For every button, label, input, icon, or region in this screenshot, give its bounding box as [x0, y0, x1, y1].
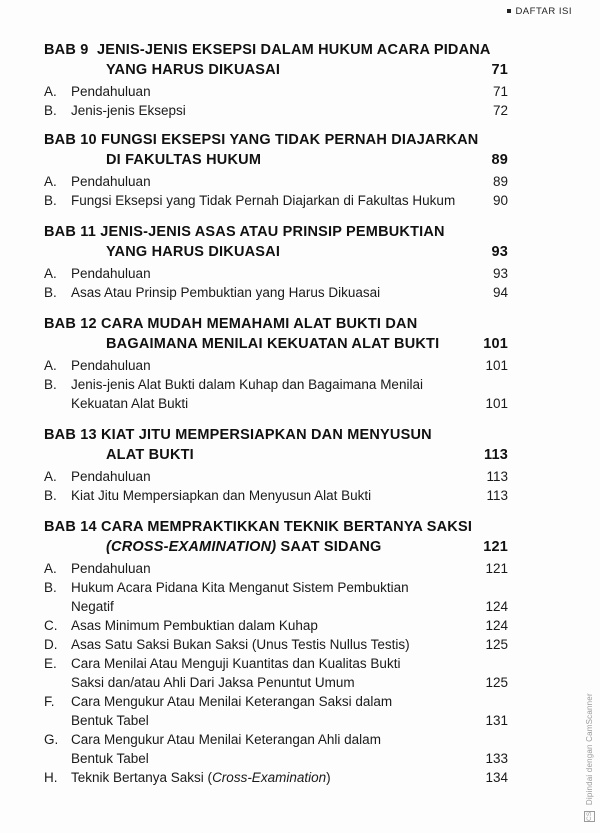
toc-entry: [44, 191, 508, 210]
entry-page-number: 72: [492, 103, 508, 118]
chapter-11: [44, 222, 508, 302]
entry-letter: B.: [44, 285, 57, 300]
toc-entry: [44, 768, 508, 787]
scanner-watermark-text: Dipindai dengan CamScanner: [585, 693, 594, 806]
entry-page-number: 125: [485, 637, 508, 652]
table-of-contents: [44, 40, 508, 787]
chapter-title-line1: KIAT JITU MEMPERSIAPKAN DAN MENYUSUN: [101, 427, 432, 443]
toc-entry: [44, 486, 508, 505]
chapter-page-number: 101: [483, 336, 508, 352]
toc-entry: [44, 635, 508, 654]
entry-page-number: 93: [492, 266, 508, 281]
chapter-title: [44, 425, 508, 465]
chapter-title-line2: ALAT BUKTI: [106, 447, 194, 463]
entry-letter: D.: [44, 637, 58, 652]
entry-text: Cara Mengukur Atau Menilai Keterangan Ahli dalam Bentuk Tabel: [71, 732, 381, 766]
entry-text-italic: Cross-Examination: [212, 770, 327, 785]
entry-letter: A.: [44, 266, 57, 281]
chapter-title: [44, 222, 508, 262]
entry-page-number: 90: [492, 193, 508, 208]
toc-entry: [44, 82, 508, 101]
toc-entry: [44, 172, 508, 191]
entry-page-number: 113: [486, 469, 508, 484]
chapter-title-line1: JENIS-JENIS ASAS ATAU PRINSIP PEMBUKTIAN: [100, 224, 445, 240]
entry-letter: B.: [44, 103, 57, 118]
chapter-page-number: 93: [491, 244, 508, 260]
entry-text: Asas Minimum Pembuktian dalam Kuhap: [71, 618, 318, 633]
entry-page-number: 113: [486, 488, 508, 503]
chapter-title-line1: JENIS-JENIS EKSEPSI DALAM HUKUM ACARA PIDANA: [96, 42, 491, 58]
running-title: DAFTAR ISI: [515, 6, 572, 17]
entry-text: Jenis-jenis Eksepsi: [71, 103, 186, 118]
entry-text: Pendahuluan: [71, 266, 151, 281]
bullet-icon: [507, 9, 511, 13]
entry-page-number: 94: [492, 285, 508, 300]
toc-entry: [44, 730, 508, 768]
entry-page-number: 101: [485, 358, 508, 373]
chapter-title: [44, 40, 508, 80]
entry-letter: A.: [44, 84, 57, 99]
chapter-title-rest: SAAT SIDANG: [276, 539, 382, 555]
chapter-title-line1: CARA MEMPRAKTIKKAN TEKNIK BERTANYA SAKSI: [101, 519, 473, 535]
entry-page-number: 131: [485, 713, 508, 728]
entry-page-number: 71: [492, 84, 508, 99]
chapter-number: BAB 14: [44, 519, 97, 535]
chapter-13: [44, 425, 508, 505]
entry-text: Jenis-jenis Alat Bukti dalam Kuhap dan Bagaimana Menilai Kekuatan Alat Bukti: [71, 377, 423, 411]
entry-text: Fungsi Eksepsi yang Tidak Pernah Diajarkan di Fakultas Hukum: [71, 193, 456, 208]
toc-entry: [44, 616, 508, 635]
chapter-title: [44, 130, 508, 170]
entry-page-number: 133: [485, 751, 508, 766]
chapter-14: [44, 517, 508, 787]
entry-letter: C.: [44, 618, 58, 633]
chapter-title: [44, 517, 508, 557]
entry-page-number: 125: [485, 675, 508, 690]
chapter-title-line2: YANG HARUS DIKUASAI: [106, 244, 281, 260]
toc-entry: [44, 356, 508, 375]
toc-entry: [44, 375, 508, 413]
chapter-title: [44, 314, 508, 354]
chapter-number: BAB 13: [44, 427, 97, 443]
entry-letter: B.: [44, 488, 57, 503]
toc-entry: [44, 467, 508, 486]
entry-letter: A.: [44, 174, 57, 189]
chapter-12: [44, 314, 508, 413]
chapter-page-number: 71: [491, 62, 508, 78]
entry-text: [71, 768, 508, 787]
entry-text: Pendahuluan: [71, 84, 151, 99]
chapter-number: BAB 12: [44, 316, 97, 332]
entry-text: Asas Atau Prinsip Pembuktian yang Harus Dikuasai: [71, 285, 381, 300]
entry-page-number: 124: [485, 599, 508, 614]
entry-text: Hukum Acara Pidana Kita Menganut Sistem Pembuktian Negatif: [71, 580, 409, 614]
running-header: [507, 6, 572, 17]
chapter-title-line2: YANG HARUS DIKUASAI: [106, 62, 281, 78]
toc-entry: [44, 578, 508, 616]
toc-entry: [44, 264, 508, 283]
toc-entry: [44, 101, 508, 120]
entry-letter: B.: [44, 377, 57, 392]
chapter-title-line2: BAGAIMANA MENILAI KEKUATAN ALAT BUKTI: [106, 336, 440, 352]
toc-entry: [44, 654, 508, 692]
chapter-title-italic: (CROSS-EXAMINATION): [106, 539, 277, 555]
entry-letter: G.: [44, 732, 59, 747]
entry-text: Pendahuluan: [71, 358, 151, 373]
entry-text: Cara Menilai Atau Menguji Kuantitas dan Kualitas Bukti Saksi dan/atau Ahli Dari Jaksa Penuntut Umum: [71, 656, 401, 690]
entry-page-number: 134: [485, 770, 508, 785]
chapter-title-line1: CARA MUDAH MEMAHAMI ALAT BUKTI DAN: [101, 316, 418, 332]
entry-text: Asas Satu Saksi Bukan Saksi (Unus Testis Nullus Testis): [71, 637, 410, 652]
entry-text: Kiat Jitu Mempersiapkan dan Menyusun Alat Bukti: [71, 488, 372, 503]
chapter-page-number: 113: [484, 447, 508, 463]
camscanner-logo-icon: CS: [586, 811, 593, 821]
entry-letter: A.: [44, 561, 57, 576]
entry-text: Pendahuluan: [71, 469, 151, 484]
chapter-title-line1: FUNGSI EKSEPSI YANG TIDAK PERNAH DIAJARKAN: [101, 132, 479, 148]
chapter-10: [44, 130, 508, 210]
entry-letter: F.: [44, 694, 55, 709]
entry-page-number: 121: [485, 561, 508, 576]
chapter-page-number: 121: [483, 539, 508, 555]
entry-letter: H.: [44, 770, 58, 785]
chapter-title-line2: [44, 537, 508, 557]
chapter-number: BAB 9: [44, 42, 89, 58]
toc-entry: [44, 283, 508, 302]
entry-letter: B.: [44, 193, 57, 208]
entry-letter: B.: [44, 580, 57, 595]
entry-text-pre: Teknik Bertanya Saksi (: [71, 770, 213, 785]
entry-page-number: 89: [492, 174, 508, 189]
entry-text-post: ): [326, 770, 331, 785]
chapter-number: BAB 11: [44, 224, 96, 240]
entry-page-number: 101: [485, 396, 508, 411]
chapter-page-number: 89: [491, 152, 508, 168]
toc-entry: [44, 559, 508, 578]
entry-letter: E.: [44, 656, 57, 671]
entry-text: Pendahuluan: [71, 561, 151, 576]
chapter-9: [44, 40, 508, 120]
entry-text: Pendahuluan: [71, 174, 151, 189]
entry-page-number: 124: [485, 618, 508, 633]
chapter-number: BAB 10: [44, 132, 97, 148]
toc-entry: [44, 692, 508, 730]
entry-text: Cara Mengukur Atau Menilai Keterangan Saksi dalam Bentuk Tabel: [71, 694, 393, 728]
chapter-title-line2: DI FAKULTAS HUKUM: [106, 152, 262, 168]
scanner-watermark: [584, 690, 598, 822]
entry-letter: A.: [44, 358, 57, 373]
entry-letter: A.: [44, 469, 57, 484]
